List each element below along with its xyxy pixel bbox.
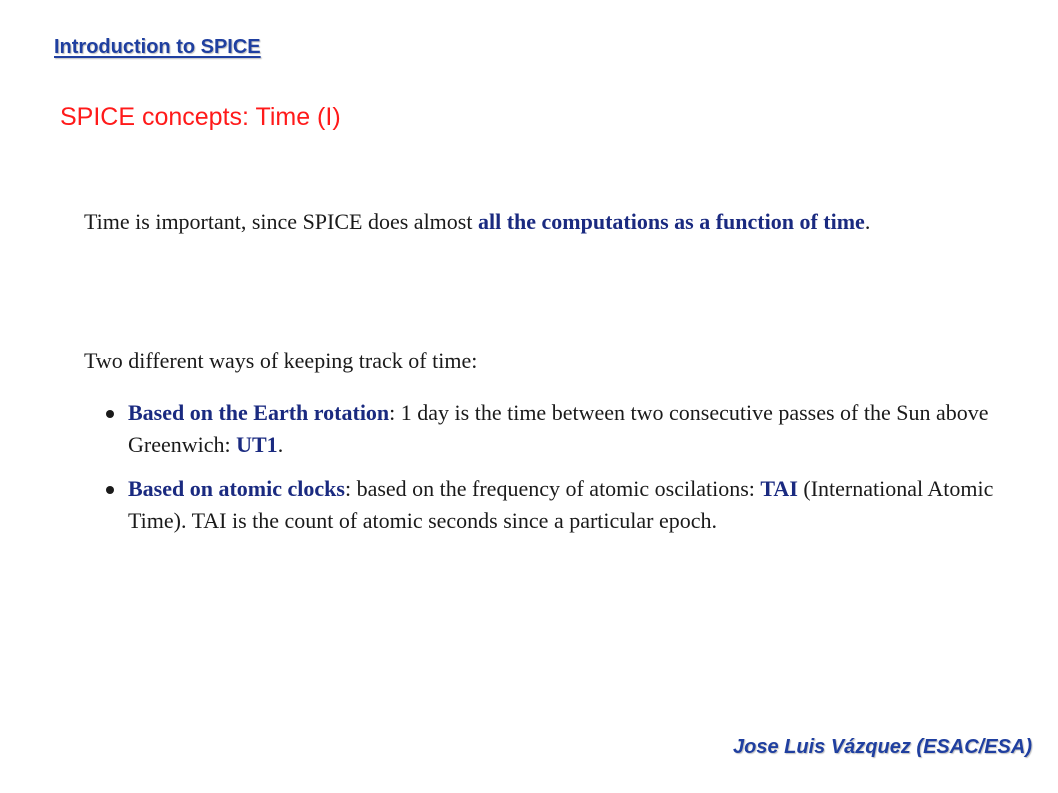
bullet-dot-icon	[106, 410, 114, 418]
paragraph-emphasis: all the computations as a function of time	[477, 209, 865, 234]
paragraph-text: Time is important, since SPICE does almost	[84, 209, 478, 234]
bullet-text: (International Atomic Time). TAI is the count of atomic seconds since a particular epoch.	[128, 476, 994, 533]
slide-title: SPICE concepts: Time (I)	[60, 103, 341, 131]
paragraph-time-importance	[84, 205, 984, 238]
bullet-atomic-clocks	[104, 473, 1004, 537]
bullet-emphasis: UT1	[236, 432, 278, 457]
bullet-list	[104, 397, 1004, 549]
bullet-heading: Based on atomic clocks	[128, 476, 345, 501]
bullet-earth-rotation	[104, 397, 1004, 461]
footer-author: Jose Luis Vázquez (ESAC/ESA)	[733, 736, 1032, 758]
bullet-dot-icon	[106, 486, 114, 494]
bullet-emphasis: TAI	[760, 476, 798, 501]
bullet-heading: Based on the Earth rotation	[128, 400, 390, 425]
paragraph-text: .	[864, 209, 871, 234]
bullet-text: .	[277, 432, 284, 457]
header-title: Introduction to SPICE	[54, 36, 261, 58]
bullet-text: : 1 day is the time between two consecutive passes of the Sun above Greenwich:	[128, 400, 989, 457]
paragraph-time-ways: Two different ways of keeping track of time:	[84, 348, 478, 373]
bullet-text: : based on the frequency of atomic oscilations:	[344, 476, 761, 501]
